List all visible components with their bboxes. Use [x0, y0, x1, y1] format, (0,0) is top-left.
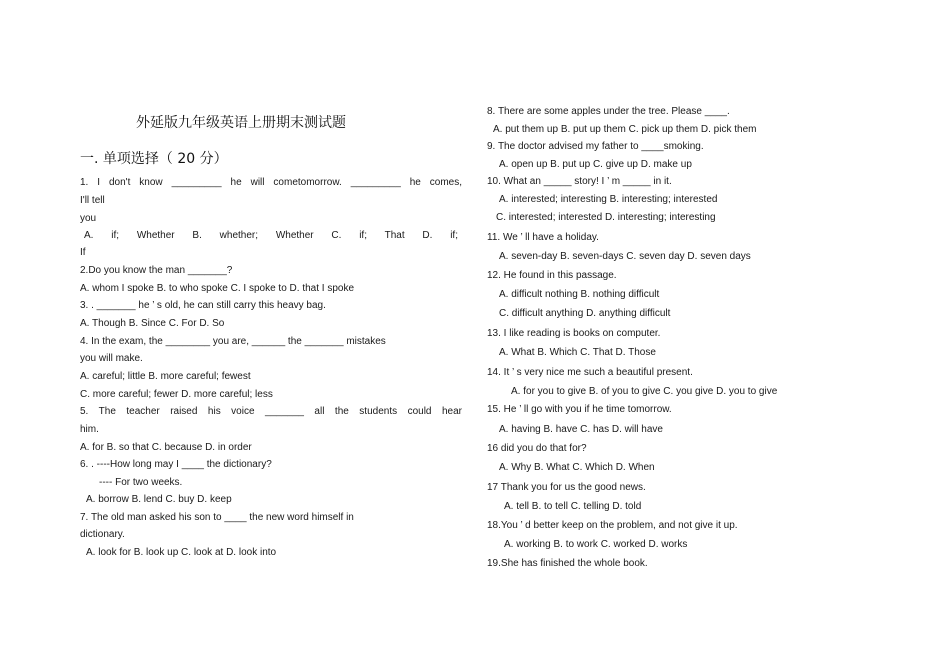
- question-line: 3. . _______ he ’ s old, he can still carry this heavy bag.: [80, 300, 326, 311]
- option-line: A. tell B. to tell C. telling D. told: [504, 501, 642, 512]
- option-line: A. careful; little B. more careful; fewest: [80, 371, 251, 382]
- option-line: A. Why B. What C. Which D. When: [499, 462, 655, 473]
- question-line: 5. The teacher raised his voice _______ all the students could hear: [80, 406, 462, 417]
- option-line: A. seven-day B. seven-days C. seven day D. seven days: [499, 251, 751, 262]
- question-line: 13. I like reading is books on computer.: [487, 328, 661, 339]
- question-line: 2.Do you know the man _______?: [80, 265, 233, 276]
- question-line: I'll tell: [80, 195, 105, 206]
- question-line: 19.She has finished the whole book.: [487, 558, 648, 569]
- question-line: 10. What an _____ story! I ’ m _____ in it.: [487, 176, 672, 187]
- option-line: A. having B. have C. has D. will have: [499, 424, 663, 435]
- option-line: A. for B. so that C. because D. in order: [80, 442, 252, 453]
- option-line: C. more careful; fewer D. more careful; less: [80, 389, 273, 400]
- question-line: dictionary.: [80, 529, 125, 540]
- question-line: 17 Thank you for us the good news.: [487, 482, 646, 493]
- option-line: A. difficult nothing B. nothing difficult: [499, 289, 660, 300]
- question-line: him.: [80, 424, 99, 435]
- question-line: ---- For two weeks.: [99, 477, 183, 488]
- question-line: 8. There are some apples under the tree. Please ____.: [487, 106, 730, 117]
- option-line: If: [80, 247, 86, 258]
- question-line: you: [80, 213, 97, 224]
- option-line: A. working B. to work C. worked D. works: [504, 539, 688, 550]
- question-line: 15. He ’ ll go with you if he time tomorrow.: [487, 404, 672, 415]
- question-line: 16 did you do that for?: [487, 443, 587, 454]
- question-line: 18.You ’ d better keep on the problem, and not give it up.: [487, 520, 738, 531]
- page-title: 外延版九年级英语上册期末测试题: [136, 115, 346, 131]
- option-line: A. Though B. Since C. For D. So: [80, 318, 225, 329]
- question-line: you will make.: [80, 353, 143, 364]
- option-line: A. What B. Which C. That D. Those: [499, 347, 656, 358]
- option-line: A. open up B. put up C. give up D. make up: [499, 159, 692, 170]
- question-line: 4. In the exam, the ________ you are, ______ the _______ mistakes: [80, 336, 386, 347]
- question-line: 11. We ’ ll have a holiday.: [487, 232, 599, 243]
- section-heading: 一. 单项选择（ 20 分）: [80, 151, 228, 167]
- option-line: A. for you to give B. of you to give C. you give D. you to give: [511, 386, 778, 397]
- question-line: 14. It ’ s very nice me such a beautiful present.: [487, 367, 693, 378]
- question-line: 12. He found in this passage.: [487, 270, 617, 281]
- option-line: A. interested; interesting B. interesting; interested: [499, 194, 718, 205]
- option-line: C. interested; interested D. interesting; interesting: [496, 212, 716, 223]
- question-line: 1. I don't know _________ he will cometomorrow. _________ he comes,: [80, 177, 462, 188]
- option-line: C. difficult anything D. anything difficult: [499, 308, 671, 319]
- option-line: A. borrow B. lend C. buy D. keep: [86, 494, 232, 505]
- option-line: A. if; Whether B. whether; Whether C. if; That D. if;: [84, 230, 458, 241]
- option-line: A. look for B. look up C. look at D. look into: [86, 547, 277, 558]
- option-line: A. whom I spoke B. to who spoke C. I spoke to D. that I spoke: [80, 283, 355, 294]
- option-line: A. put them up B. put up them C. pick up them D. pick them: [493, 124, 757, 135]
- question-line: 9. The doctor advised my father to ____smoking.: [487, 141, 704, 152]
- question-line: 7. The old man asked his son to ____ the new word himself in: [80, 512, 354, 523]
- question-line: 6. . ----How long may I ____ the dictionary?: [80, 459, 272, 470]
